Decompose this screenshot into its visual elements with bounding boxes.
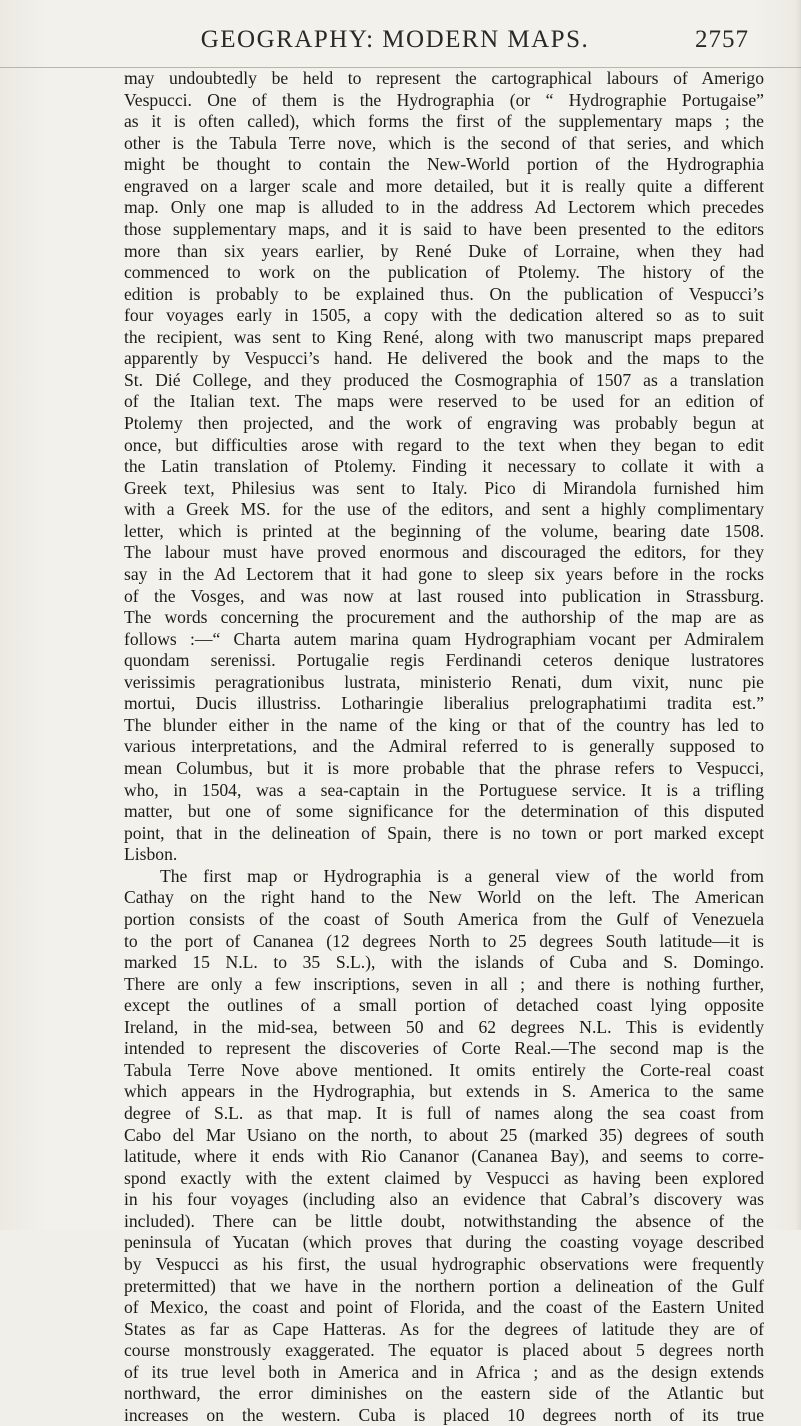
text-line: map. Only one map is alluded to in the address Ad Lectorem which precedes [124,197,764,218]
text-line: say in the Ad Lectorem that it had gone to sleep six years before in the rocks [124,563,764,584]
text-line: States as far as Cape Hatteras. As for the degrees of latitude they are of [124,1318,764,1339]
running-head: GEOGRAPHY: MODERN MAPS. [200,26,590,53]
text-line: latitude, where it ends with Rio Cananor (Cananea Bay), and seems to corre- [124,1146,764,1167]
paragraph-hydrographia [124,68,764,866]
text-line: who, in 1504, was a sea-captain in the Portuguese service. It is a trifling [124,779,764,800]
text-line: Vespucci. One of them is the Hydrographia (or “ Hydrographie Portugaise” [124,89,764,110]
text-line: which appears in the Hydrographia, but extends in S. America to the same [124,1081,764,1102]
text-line: mortui, Ducis illustriss. Lotharingie liberalius prelographatiımi tradita est.” [124,693,764,714]
text-line: quondam serenissi. Portugalie regis Ferdinandi ceteros denique lustratores [124,650,764,671]
text-line: Lisbon. [124,844,178,865]
text-line: of the Italian text. The maps were reserved to be used for an edition of [124,391,764,412]
text-line: of the Vosges, and was now at last roused into publication in Strassburg. [124,585,764,606]
text-line: once, but difficulties arose with regard to the text when they began to edit [124,434,764,455]
text-line: those supplementary maps, and it is said to have been presented to the editors [124,218,764,239]
text-line: course monstrously exaggerated. The equator is placed about 5 degrees north [124,1340,764,1361]
text-line: with a Greek MS. for the use of the editors, and sent a highly complimentary [124,499,764,520]
text-line: There are only a few inscriptions, seven in all ; and there is nothing further, [124,973,764,994]
text-line: more than six years earlier, by René Duke of Lorraine, when they had [124,240,764,261]
text-line: Tabula Terre Nove above mentioned. It omits entirely the Corte-real coast [124,1059,764,1080]
text-line: mean Columbus, but it is more probable that the phrase refers to Vespucci, [124,758,764,778]
text-line: intended to represent the discoveries of Corte Real.—The second map is the [124,1038,764,1059]
text-line: in his four voyages (including also an evidence that Cabral’s discovery was [124,1189,764,1210]
text-line: peninsula of Yucatan (which proves that during the coasting voyage described [124,1232,764,1253]
text-line: St. Dié College, and they produced the Cosmographia of 1507 as a translation [124,369,764,390]
text-line: spond exactly with the extent claimed by Vespucci as having been explored [124,1167,764,1188]
text-line: as it is often called), which forms the first of the supplementary maps ; the [124,111,764,132]
text-line: by Vespucci as his first, the usual hydrographic observations were frequently [124,1253,764,1274]
text-line: may undoubtedly be held to represent the cartographical labours of Amerigo [124,68,764,88]
text-line: degree of S.L. as that map. It is full of names along the sea coast from [124,1103,764,1123]
text-line: other is the Tabula Terre nove, which is the second of that series, and which [124,132,764,153]
text-line: might be thought to contain the New-World portion of the Hydrographia [124,154,764,175]
text-line: letter, which is printed at the beginning of the volume, bearing date 1508. [124,520,764,541]
page-number: 2757 [695,26,749,53]
text-line: Ireland, in the mid-sea, between 50 and 62 degrees N.L. This is evidently [124,1016,764,1037]
text-line: follows :—“ Charta autem marina quam Hydrographiam vocant per Admiralem [124,628,764,649]
text-line: Cabo del Mar Usiano on the north, to about 25 (marked 35) degrees of south [124,1124,764,1145]
text-line: verissimis peragrationibus lustrata, ministerio Renati, dum vixit, nunc pie [124,671,764,692]
text-line: the Latin translation of Ptolemy. Finding it necessary to collate it with a [124,456,764,477]
body-text [124,68,764,1426]
text-line: the recipient, was sent to King René, along with two manuscript maps prepared [124,326,764,347]
text-line: marked 15 N.L. to 35 S.L.), with the islands of Cuba and S. Domingo. [124,952,764,973]
text-line: various interpretations, and the Admiral referred to is generally supposed to [124,736,764,757]
text-line: portion consists of the coast of South America from the Gulf of Venezuela [124,908,764,929]
text-line: Ptolemy then projected, and the work of engraving was probably begun at [124,413,764,433]
text-line: commenced to work on the publication of Ptolemy. The history of the [124,262,764,283]
text-line: to the port of Cananea (12 degrees North to 25 degrees South latitude—it is [124,930,764,951]
text-line: included). There can be little doubt, notwithstanding the absence of the [124,1210,764,1231]
text-line: apparently by Vespucci’s hand. He delivered the book and the maps to the [124,348,764,369]
paragraph-first-map [124,866,764,1426]
text-line: The blunder either in the name of the king or that of the country has led to [124,714,764,735]
text-line: The words concerning the procurement and the authorship of the map are as [124,607,764,628]
text-line: except the outlines of a small portion of detached coast lying opposite [124,995,764,1016]
text-line: four voyages early in 1505, a copy with the dedication altered so as to suit [124,305,764,326]
text-line: of Mexico, the coast and point of Florida, and the coast of the Eastern United [124,1297,764,1318]
text-line: engraved on a larger scale and more detailed, but it is really quite a different [124,175,764,196]
text-line: point, that in the delineation of Spain, there is no town or port marked except [124,822,764,843]
text-line: Cathay on the right hand to the New World on the left. The American [124,887,764,908]
text-line: edition is probably to be explained thus. On the publication of Vespucci’s [124,283,764,304]
text-line: The first map or Hydrographia is a general view of the world from [160,865,764,886]
scan-edge-shadow [795,0,801,1230]
text-line: of its true level both in America and in Africa ; and as the design extends [124,1361,764,1382]
text-line: matter, but one of some significance for the determination of this disputed [124,801,764,822]
text-line: The labour must have proved enormous and discouraged the editors, for they [124,542,764,563]
text-line: increases on the western. Cuba is placed 10 degrees north of its true [124,1404,764,1425]
text-line: Greek text, Philesius was sent to Italy. Pico di Mirandola furnished him [124,477,764,498]
text-line: northward, the error diminishes on the eastern side of the Atlantic but [124,1383,764,1404]
text-line: pretermitted) that we have in the northern portion a delineation of the Gulf [124,1275,764,1296]
